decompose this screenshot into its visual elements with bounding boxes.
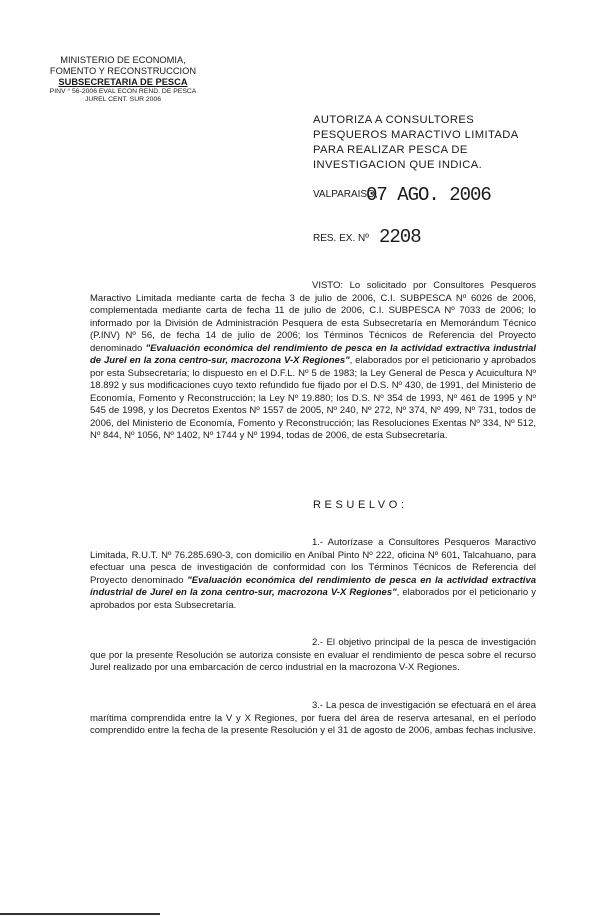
resuelvo-heading: RESUELVO: <box>313 499 408 511</box>
date-stamp: 07 AGO. 2006 <box>366 184 491 206</box>
visto-project-name: "Evaluación económica del rendimiento de pesca en la actividad extractiva industrial de Jurel en la zona centro-sur, macrozona V-X Regiones" <box>90 342 536 366</box>
visto-text-2: , elaborados por el peticionario y aprobados por esta Subsecretaría; lo dispuesto en el D.F.L. Nº 5 de 1983; la Ley General de Pesca y Acuicultura Nº 18.892 y sus modificaciones cuyo texto refundido fue fijado por el D.S. Nº 430, de 1991, del Ministerio de Economía, Fomento y Reconstrucción; la Ley Nº 19.880; los D.S. Nº 354 de 1993, Nº 461 de 1995 y Nº 545 de 1998, y los Decretos Exentos Nº 1557 de 2005, Nº 240, Nº 272, Nº 374, Nº 499, Nº 731, todos de 2006, del Ministerio de Economía, Fomento y Reconstrucción; las Resoluciones Exentas Nº 334, Nº 512, Nº 844, Nº 1056, Nº 1402, Nº 1744 y Nº 1994, todas de 2006, de esta Subsecretaría. <box>90 355 536 441</box>
item-3-paragraph <box>90 700 536 738</box>
resolution-title: AUTORIZA A CONSULTORES PESQUEROS MARACTIVO LIMITADA PARA REALIZAR PESCA DE INVESTIGACION QUE INDICA. <box>313 114 518 171</box>
item-1-text-1: 1.- Autorízase a Consultores Pesqueros Maractivo Limitada, R.U.T. Nº 76.285.690-3, con domicilio en Aníbal Pinto Nº 222, oficina Nº 601, Talcahuano, para efectuar una pesca de investigación de conformidad con los Términos Técnicos de Referencia del Proyecto denominado <box>90 537 536 586</box>
reference-line-2: JUREL CENT. SUR 2006 <box>84 95 162 103</box>
reference-line-1: PINV ° 56-2006 EVAL ECON REND. DE PESCA <box>49 88 197 95</box>
visto-text-1: VISTO: Lo solicitado por Consultores Pesqueros Maractivo Limitada mediante carta de fecha 3 de julio de 2006, C.I. SUBPESCA Nº 6026 de 2006, complementada mediante carta de fecha 11 de julio de 2006, C.I. SUBPESCA Nº 7033 de 2006; lo informado por la División de Administración Pesquera de esta Subsecretaría en Memorándum Técnico (P.INV) Nº 56, de fecha 14 de julio de 2006; los Términos Técnicos de Referencia del Proyecto denominado <box>90 280 536 354</box>
ministry-line-2: FOMENTO Y RECONSTRUCCION <box>49 66 197 76</box>
resolution-label: RES. EX. Nº <box>313 233 369 244</box>
scan-edge-mark <box>0 913 160 915</box>
item-2-text: 2.- El objetivo principal de la pesca de investigación que por la presente Resolución se autoriza consiste en evaluar el rendimiento de pesca sobre el recurso Jurel realizado por una embarcación de cerco industrial en la macrozona V-X Regiones. <box>90 637 536 673</box>
visto-paragraph <box>90 280 536 443</box>
resolution-number: 2208 <box>379 226 421 248</box>
item-3-text: 3.- La pesca de investigación se efectuará en el área marítima comprendida entre la V y X Regiones, por fuera del área de reserva artesanal, en el período comprendido entre la fecha de la presente Resolución y el 31 de agosto de 2006, ambas fechas inclusive. <box>90 700 536 736</box>
ministry-line-1: MINISTERIO DE ECONOMIA, <box>60 55 186 65</box>
item-1-project-name: "Evaluación económica del rendimiento de pesca en la actividad extractiva industrial de Jurel en la zona centro-sur, macrozona V-X Regiones" <box>90 574 537 598</box>
place-label: VALPARAISO, <box>313 189 378 200</box>
item-1-paragraph <box>90 537 536 612</box>
item-1-text-2: , elaborados por el peticionario y aprobados por esta Subsecretaría. <box>90 587 536 611</box>
subsecretaria-line: SUBSECRETARIA DE PESCA <box>58 77 188 87</box>
item-2-paragraph <box>90 637 536 675</box>
ministry-header <box>28 55 218 103</box>
